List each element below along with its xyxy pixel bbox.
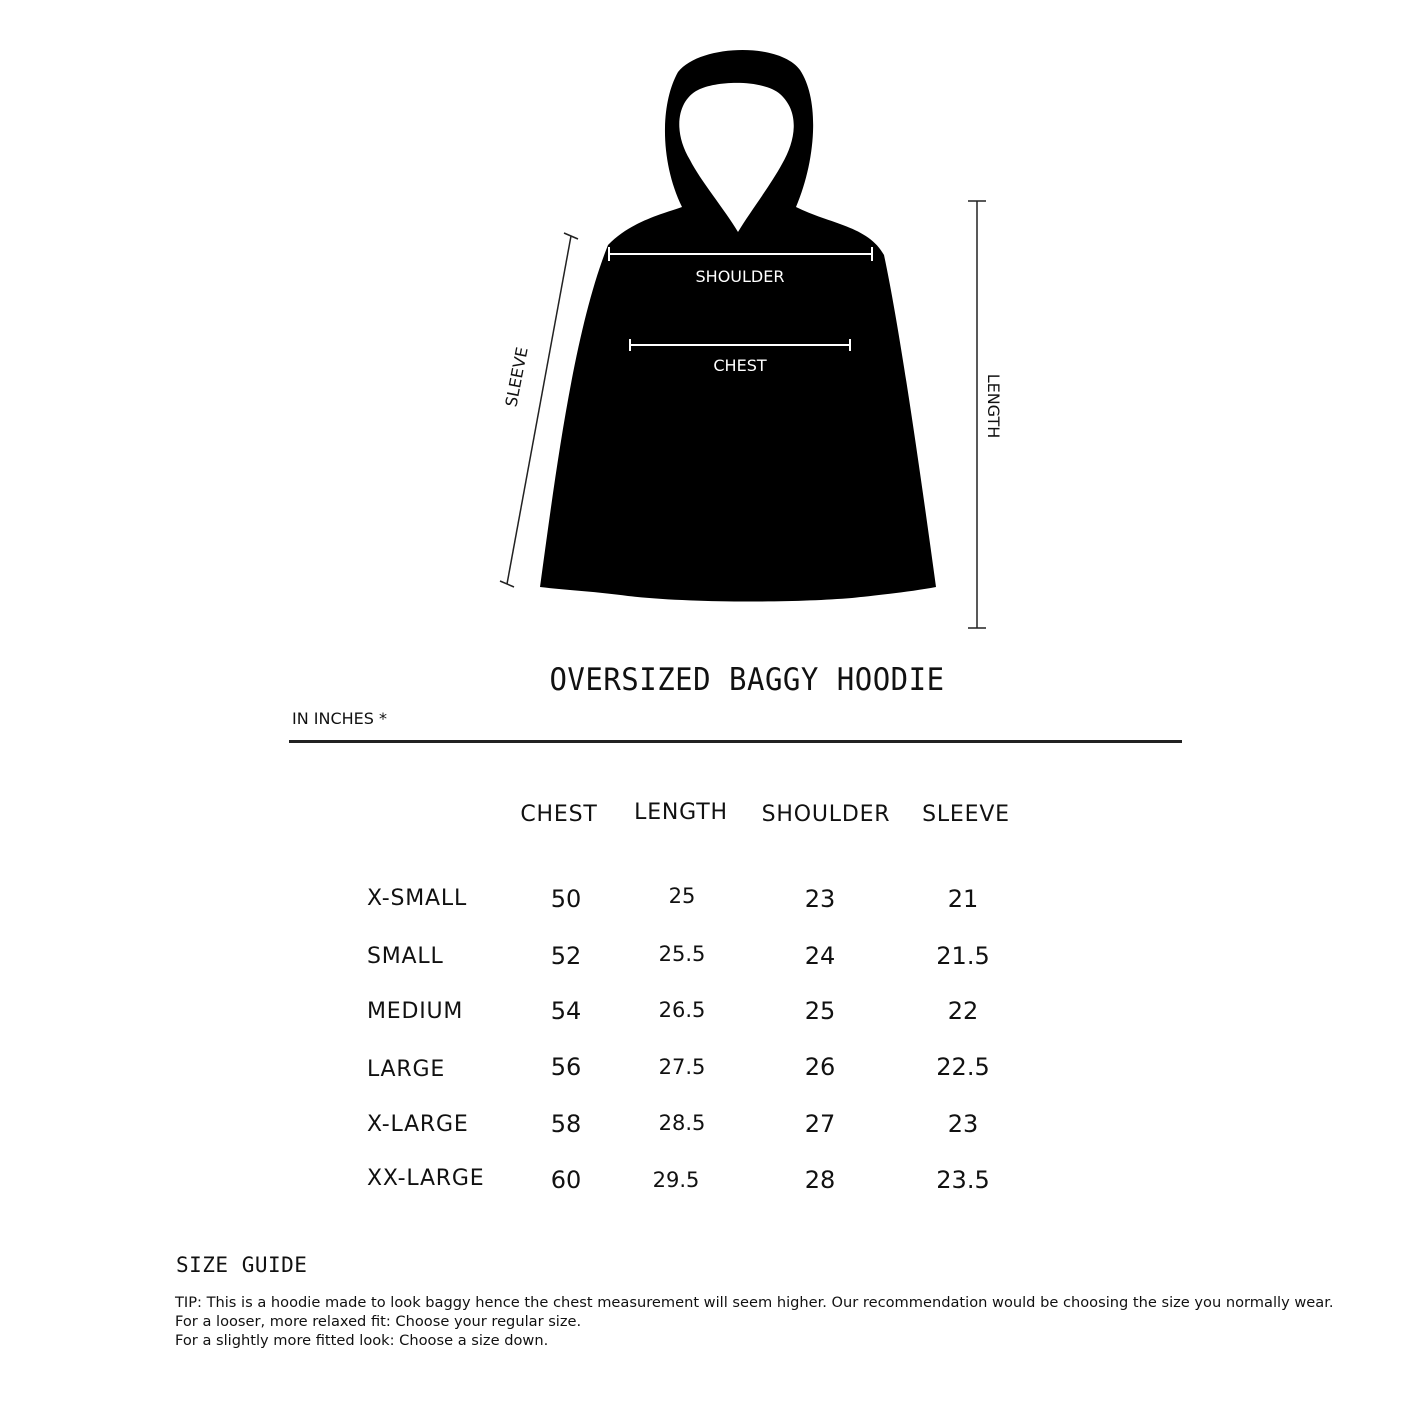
chest-value: 50 xyxy=(550,885,582,913)
length-value: 29.5 xyxy=(652,1168,700,1192)
tip-line: TIP: This is a hoodie made to look baggy hence the chest measurement will seem higher. Our recommendation would be choosing the size you normally wear. xyxy=(175,1294,1334,1311)
chest-value: 56 xyxy=(550,1053,582,1081)
column-header-length: LENGTH xyxy=(634,800,728,825)
size-label: XX-LARGE xyxy=(367,1166,485,1191)
sleeve-value: 21.5 xyxy=(936,942,990,970)
sleeve-label: SLEEVE xyxy=(501,345,532,409)
chest-value: 60 xyxy=(550,1166,582,1194)
divider xyxy=(289,740,1182,743)
size-label: X-LARGE xyxy=(367,1112,469,1137)
length-label: LENGTH xyxy=(984,373,1003,439)
size-label: X-SMALL xyxy=(367,886,468,911)
sleeve-value: 23 xyxy=(947,1110,979,1138)
length-value: 26.5 xyxy=(658,998,706,1022)
chest-label: CHEST xyxy=(713,356,767,375)
length-value: 25.5 xyxy=(658,942,706,966)
shoulder-label: SHOULDER xyxy=(695,267,785,286)
sleeve-value: 21 xyxy=(947,885,979,913)
length-value: 27.5 xyxy=(658,1055,706,1079)
column-header-sleeve: SLEEVE xyxy=(922,802,1010,827)
length-value: 28.5 xyxy=(658,1111,706,1135)
length-measure xyxy=(968,201,986,628)
chest-value: 52 xyxy=(550,942,582,970)
fit-note-fitted: For a slightly more fitted look: Choose a size down. xyxy=(175,1332,549,1349)
sleeve-value: 23.5 xyxy=(936,1166,990,1194)
chest-value: 58 xyxy=(550,1110,582,1138)
length-value: 25 xyxy=(668,884,696,908)
size-label: SMALL xyxy=(367,944,444,969)
size-guide-title: SIZE GUIDE xyxy=(176,1253,308,1277)
column-header-shoulder: SHOULDER xyxy=(761,802,891,827)
sleeve-value: 22.5 xyxy=(936,1053,990,1081)
hoodie-diagram xyxy=(0,0,1420,660)
shoulder-value: 24 xyxy=(804,942,836,970)
size-label: MEDIUM xyxy=(367,999,464,1024)
units-note: IN INCHES * xyxy=(292,709,388,728)
size-label: LARGE xyxy=(367,1057,446,1082)
shoulder-value: 23 xyxy=(804,885,836,913)
shoulder-value: 28 xyxy=(804,1166,836,1194)
column-header-chest: CHEST xyxy=(520,802,598,827)
shoulder-value: 26 xyxy=(804,1053,836,1081)
shoulder-value: 25 xyxy=(804,997,836,1025)
fit-note-looser: For a looser, more relaxed fit: Choose your regular size. xyxy=(175,1313,582,1330)
chest-value: 54 xyxy=(550,997,582,1025)
product-title: OVERSIZED BAGGY HOODIE xyxy=(549,660,945,698)
sleeve-value: 22 xyxy=(947,997,979,1025)
shoulder-value: 27 xyxy=(804,1110,836,1138)
